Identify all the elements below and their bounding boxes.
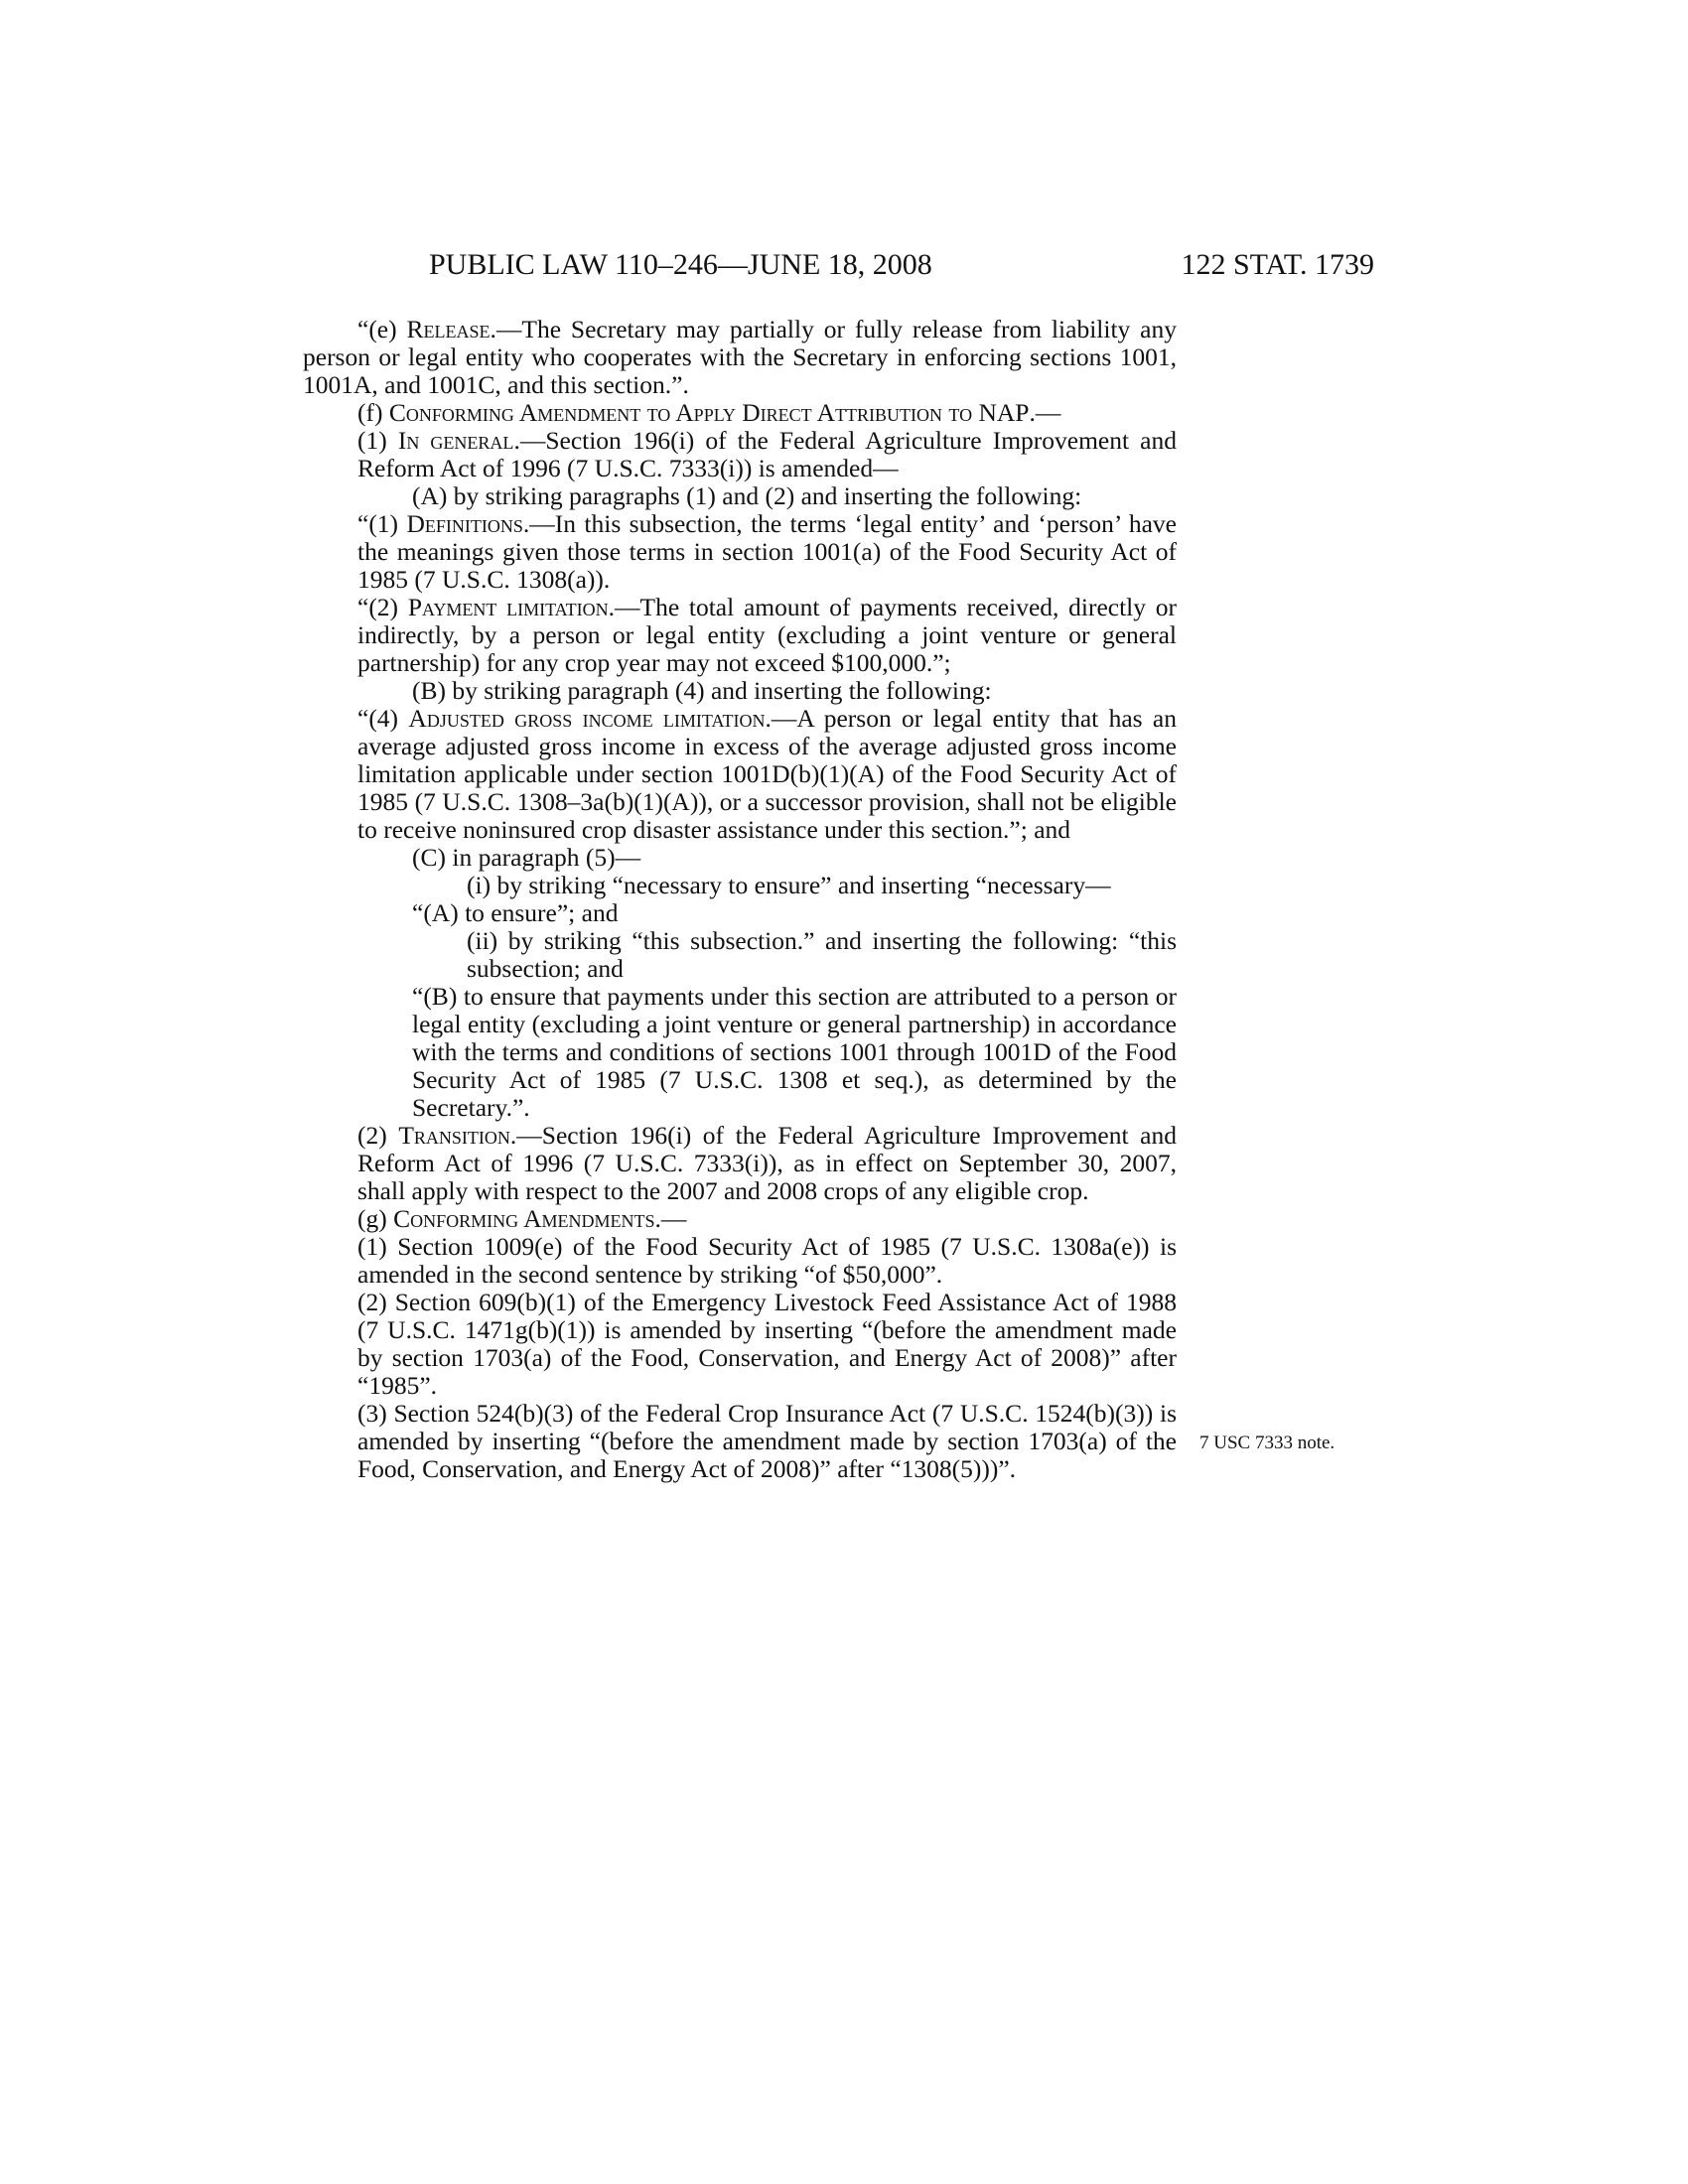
quoted-definitions-heading: Definitions [406,509,523,538]
quoted-payment-limitation [303,594,1177,677]
quoted-agi-limitation-heading: Adjusted gross income limitation [408,704,766,733]
paragraph-f1 [303,427,1177,482]
document-body [303,316,1177,1483]
quoted-payment-limitation-text: .—The total amount of payments received, directly or indirectly, by a person or legal entity (excluding a joint venture or general partnership) for any crop year may not exceed $100,000.”; [357,593,1177,677]
quoted-clause-A: “(A) to ensure”; and [412,898,619,927]
subsection-f [303,399,1177,427]
quoted-definitions [303,510,1177,594]
subsection-g-heading: Conforming Amendments [393,1204,655,1233]
paragraph-f2-heading: Transition [398,1121,510,1150]
subsection-g-number: (g) [357,1204,387,1233]
quoted-agi-limitation [303,705,1177,844]
quoted-definitions-number: “(1) [357,509,399,538]
subsection-e [303,316,1177,399]
subsection-g [303,1205,1177,1233]
paragraph-f1-number: (1) [357,426,387,455]
paragraph-f1-text: .—Section 196(i) of the Federal Agriculture Improvement and Reform Act of 1996 (7 U.S.C. 7333(i)) is amended— [357,426,1178,482]
quoted-payment-limitation-heading: Payment limitation [407,593,609,621]
clause-f1C-i: (i) by striking “necessary to ensure” and inserting “necessary— [467,871,1111,899]
paragraph-f1-heading: In general [397,426,514,455]
paragraph-g1: (1) Section 1009(e) of the Food Security Act of 1985 (7 U.S.C. 1308a(e)) is amended in the second sentence by striking “of $50,000”. [357,1232,1177,1289]
subsection-e-number: “(e) [357,315,397,343]
subsection-g-text: .— [654,1204,687,1233]
subsection-f-heading: Conforming Amendment to Apply Direct Attribution to NAP [388,398,1030,427]
page-header [429,245,1374,285]
clause-f1A: (A) by striking paragraphs (1) and (2) and inserting the following: [412,481,1082,510]
paragraph-g3: (3) Section 524(b)(3) of the Federal Crop Insurance Act (7 U.S.C. 1524(b)(3)) is amended by inserting “(before the amendment made by section 1703(a) of the Food, Conservation, and Energy Act of 2008)” after “1308(5)))”. [357,1399,1177,1483]
margin-note: 7 USC 7333 note. [1199,1433,1336,1453]
quoted-agi-limitation-number: “(4) [357,704,399,733]
statute-citation: 122 STAT. 1739 [1181,248,1374,281]
paragraph-g2: (2) Section 609(b)(1) of the Emergency Livestock Feed Assistance Act of 1988 (7 U.S.C. 1471g(b)(1)) is amended by inserting “(before the amendment made by section 1703(a) of the Food, Conservation, and Energy Act of 2008)” after “1985”. [357,1288,1177,1400]
quoted-agi-limitation-text: .—A person or legal entity that has an average adjusted gross income in excess of the average adjusted gross income limitation applicable under section 1001D(b)(1)(A) of the Food Security Act of 1985 (7 U.S.C. 1308–3a(b)(1)(A)), or a successor provision, shall not be eligible to receive noninsured crop disaster assistance under this section.”; and [357,704,1177,844]
clause-f1C-ii: (ii) by striking “this subsection.” and inserting the following: “this subsection; and [467,926,1177,983]
paragraph-f2-number: (2) [357,1121,387,1150]
subsection-e-heading: Release [406,315,491,343]
clause-f1B: (B) by striking paragraph (4) and inserting the following: [412,676,992,705]
paragraph-f2 [303,1122,1177,1205]
paragraph-f2-text: .—Section 196(i) of the Federal Agriculture Improvement and Reform Act of 1996 (7 U.S.C. 7333(i)), as in effect on September 30, 2007, shall apply with respect to the 2007 and 2008 crops of any eligible crop. [357,1121,1177,1205]
clause-f1C: (C) in paragraph (5)— [412,843,641,872]
quoted-definitions-text: .—In this subsection, the terms ‘legal entity’ and ‘person’ have the meanings given those terms in section 1001(a) of the Food Security Act of 1985 (7 U.S.C. 1308(a)). [357,509,1178,594]
quoted-payment-limitation-number: “(2) [357,593,399,621]
law-title: PUBLIC LAW 110–246—JUNE 18, 2008 [429,248,932,281]
quoted-clause-B: “(B) to ensure that payments under this section are attributed to a person or legal entity (excluding a joint venture or general partnership) in accordance with the terms and conditions of sections 1001 through 1001D of the Food Security Act of 1985 (7 U.S.C. 1308 et seq.), as determined by the Secretary.”. [412,982,1177,1122]
subsection-f-number: (f) [357,398,383,427]
subsection-e-text: .—The Secretary may partially or fully release from liability any person or legal entity who cooperates with the Secretary in enforcing sections 1001, 1001A, and 1001C, and this section.”. [303,315,1177,399]
subsection-f-text: .— [1029,398,1061,427]
